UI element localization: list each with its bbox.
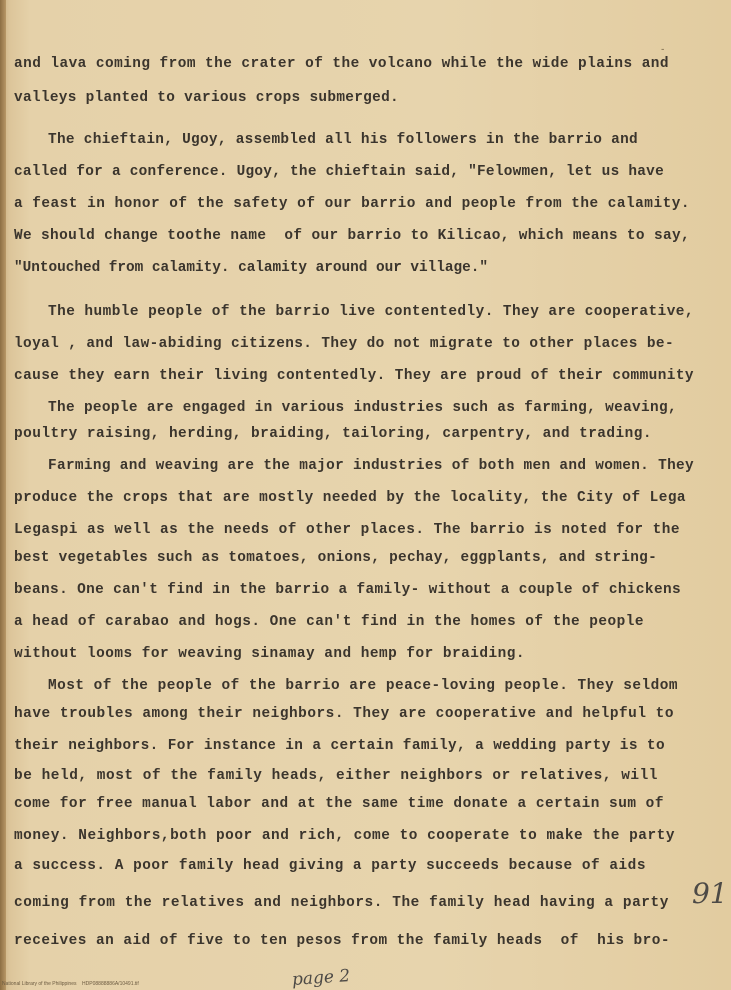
text-line: The humble people of the barrio live contentedly. They are cooperative, xyxy=(48,304,694,320)
text-line: loyal , and law-abiding citizens. They do not migrate to other places be- xyxy=(14,336,674,352)
page-edge xyxy=(0,0,6,990)
text-line: "Untouched from calamity. calamity around our village." xyxy=(14,260,488,276)
text-line: called for a conference. Ugoy, the chieftain said, "Felowmen, let us have xyxy=(14,164,664,180)
text-line: a success. A poor family head giving a party succeeds because of aids xyxy=(14,858,646,874)
text-line: coming from the relatives and neighbors. The family head having a party xyxy=(14,895,669,911)
text-line: receives an aid of five to ten pesos from the family heads of his bro- xyxy=(14,933,670,949)
text-line: a feast in honor of the safety of our barrio and people from the calamity. xyxy=(14,196,690,212)
text-line: Farming and weaving are the major industries of both men and women. They xyxy=(48,458,694,474)
text-line: without looms for weaving sinamay and hemp for braiding. xyxy=(14,646,525,662)
text-line: valleys planted to various crops submerged. xyxy=(14,90,399,106)
text-line: The chieftain, Ugoy, assembled all his followers in the barrio and xyxy=(48,132,638,148)
text-line: their neighbors. For instance in a certain family, a wedding party is to xyxy=(14,738,665,754)
text-line: best vegetables such as tomatoes, onions, pechay, eggplants, and string- xyxy=(14,550,657,566)
text-line: produce the crops that are mostly needed by the locality, the City of Lega xyxy=(14,490,686,506)
text-line: Most of the people of the barrio are peace-loving people. They seldom xyxy=(48,678,678,694)
text-line: poultry raising, herding, braiding, tailoring, carpentry, and trading. xyxy=(14,426,652,442)
text-line: and lava coming from the crater of the volcano while the wide plains and xyxy=(14,56,669,72)
corner-mark: - xyxy=(660,45,666,55)
handwritten-page-label: page 2 xyxy=(291,965,351,990)
text-line: beans. One can't find in the barrio a family- without a couple of chickens xyxy=(14,582,681,598)
archive-footer: National Library of the Philippines HDP08888886A/10491.tif xyxy=(2,981,139,987)
text-line: The people are engaged in various industries such as farming, weaving, xyxy=(48,400,677,416)
handwritten-page-number: 91 xyxy=(692,877,728,910)
text-line: money. Neighbors,both poor and rich, come to cooperate to make the party xyxy=(14,828,675,844)
text-line: Legaspi as well as the needs of other places. The barrio is noted for the xyxy=(14,522,680,538)
text-line: a head of carabao and hogs. One can't find in the homes of the people xyxy=(14,614,644,630)
text-line: We should change toothe name of our barrio to Kilicao, which means to say, xyxy=(14,228,690,244)
text-line: have troubles among their neighbors. They are cooperative and helpful to xyxy=(14,706,674,722)
text-line: cause they earn their living contentedly. They are proud of their community xyxy=(14,368,694,384)
text-line: be held, most of the family heads, either neighbors or relatives, will xyxy=(14,768,658,784)
text-line: come for free manual labor and at the same time donate a certain sum of xyxy=(14,796,664,812)
